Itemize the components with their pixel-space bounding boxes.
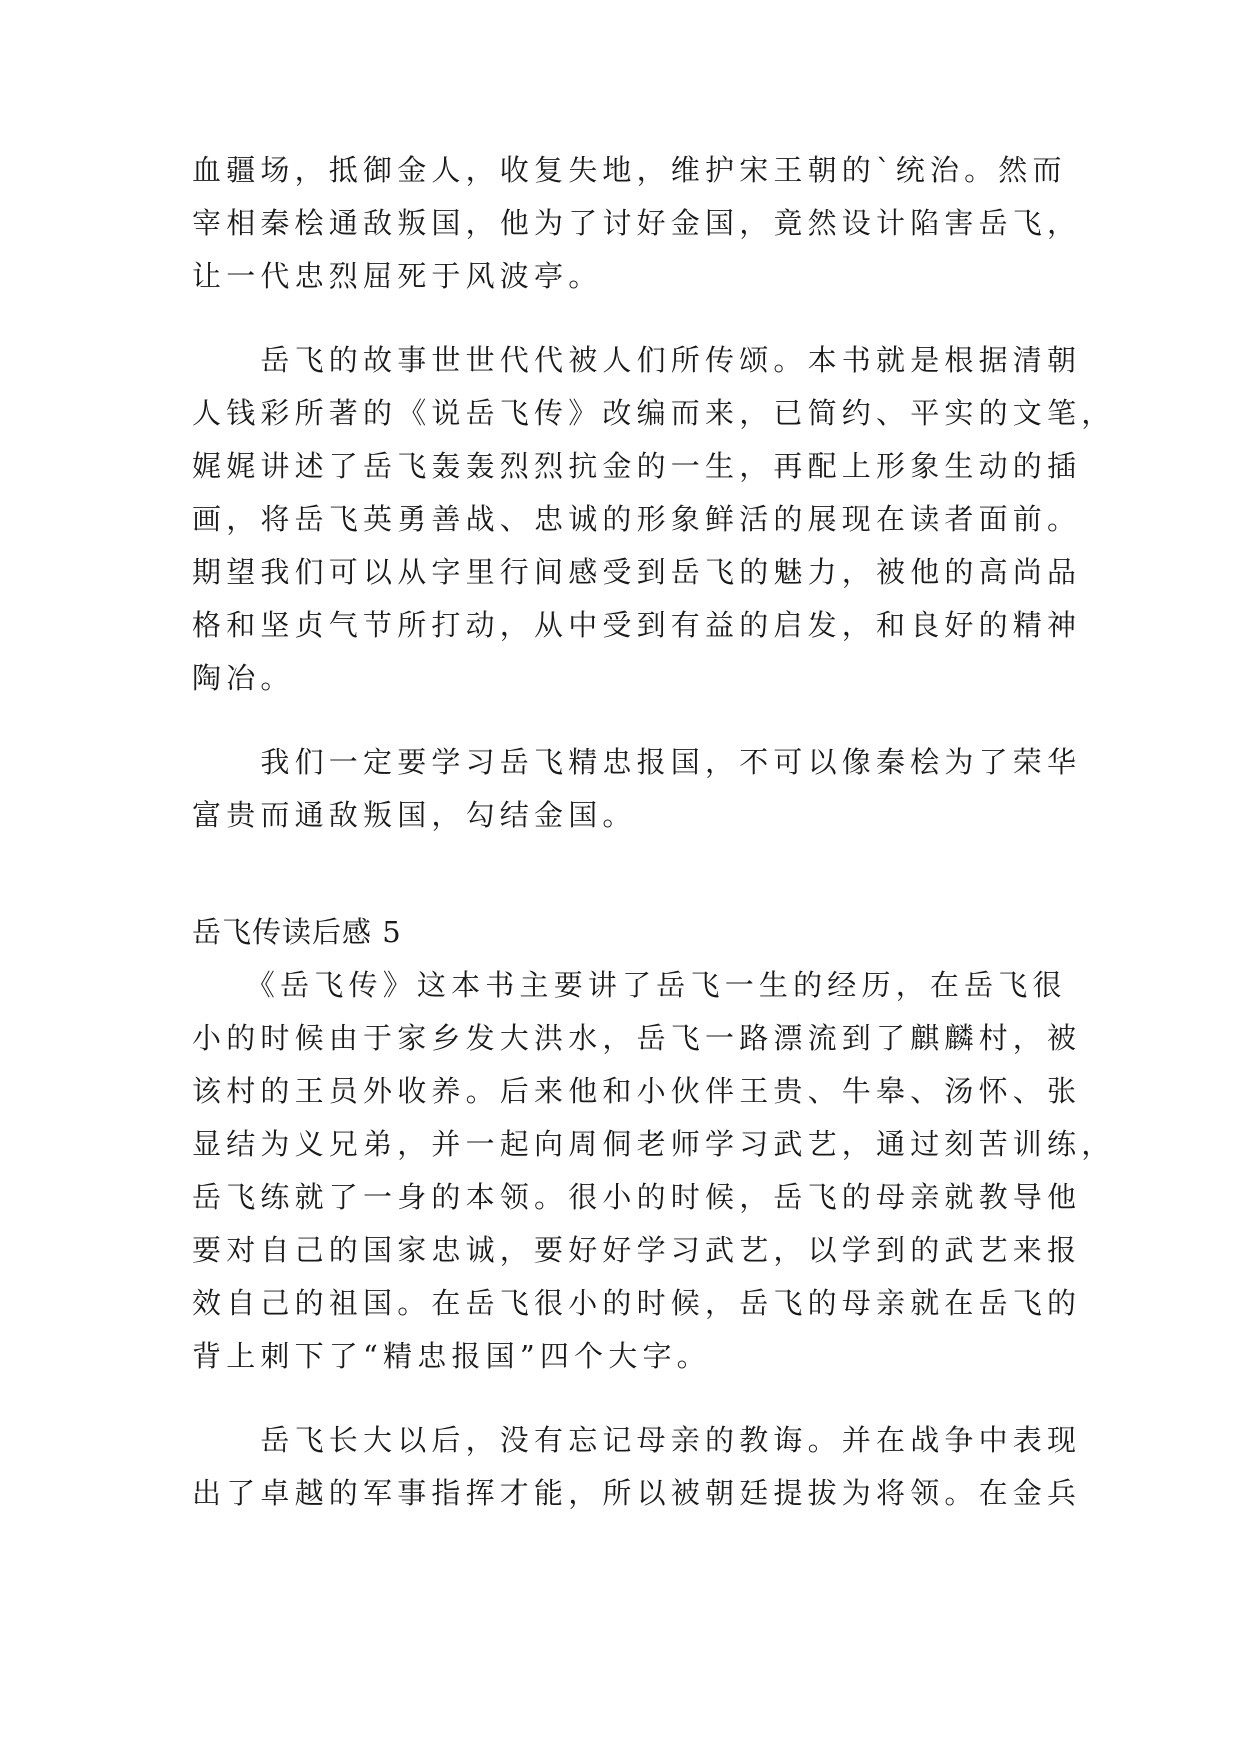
paragraph-line: 该村的王员外收养。后来他和小伙伴王贵、牛皋、汤怀、张 bbox=[192, 1074, 1082, 1108]
paragraph-line: 背上刺下了“精忠报国”四个大字。 bbox=[192, 1339, 711, 1373]
paragraph-line: 血疆场，抵御金人，收复失地，维护宋王朝的`统治。然而 bbox=[192, 153, 1067, 187]
paragraph-line: 岳飞练就了一身的本领。很小的时候，岳飞的母亲就教导他 bbox=[192, 1180, 1082, 1214]
paragraph-line: 画，将岳飞英勇善战、忠诚的形象鲜活的展现在读者面前。 bbox=[192, 502, 1082, 536]
paragraph-line: 宰相秦桧通敌叛国，他为了讨好金国，竟然设计陷害岳飞， bbox=[192, 206, 1082, 240]
paragraph-line: 岳飞的故事世世代代被人们所传颂。本书就是根据清朝 bbox=[192, 343, 1082, 377]
paragraph-line: 陶冶。 bbox=[192, 661, 295, 695]
paragraph-line: 小的时候由于家乡发大洪水，岳飞一路漂流到了麒麟村，被 bbox=[192, 1021, 1082, 1055]
paragraph-line: 让一代忠烈屈死于风波亭。 bbox=[192, 259, 603, 293]
paragraph-line: 娓娓讲述了岳飞轰轰烈烈抗金的一生，再配上形象生动的插 bbox=[192, 449, 1082, 483]
paragraph-line: 期望我们可以从字里行间感受到岳飞的魅力，被他的高尚品 bbox=[192, 555, 1082, 589]
paragraph-line: 效自己的祖国。在岳飞很小的时候，岳飞的母亲就在岳飞的 bbox=[192, 1286, 1082, 1320]
paragraph-line: 格和坚贞气节所打动，从中受到有益的启发，和良好的精神 bbox=[192, 608, 1082, 642]
paragraph-line: 岳飞长大以后，没有忘记母亲的教诲。并在战争中表现 bbox=[192, 1423, 1082, 1457]
paragraph-line: 要对自己的国家忠诚，要好好学习武艺，以学到的武艺来报 bbox=[192, 1233, 1082, 1267]
section-heading: 岳飞传读后感 5 bbox=[192, 915, 402, 949]
paragraph-line: 出了卓越的军事指挥才能，所以被朝廷提拔为将领。在金兵 bbox=[192, 1476, 1082, 1510]
paragraph-line: 富贵而通敌叛国，勾结金国。 bbox=[192, 798, 637, 832]
paragraph-line: 我们一定要学习岳飞精忠报国，不可以像秦桧为了荣华 bbox=[192, 745, 1082, 779]
paragraph-line: 《岳飞传》这本书主要讲了岳飞一生的经历，在岳飞很 bbox=[192, 968, 1067, 1002]
paragraph-line: 显结为义兄弟，并一起向周侗老师学习武艺，通过刻苦训练， bbox=[192, 1127, 1116, 1161]
paragraph-line: 人钱彩所著的《说岳飞传》改编而来，已简约、平实的文笔， bbox=[192, 396, 1116, 430]
